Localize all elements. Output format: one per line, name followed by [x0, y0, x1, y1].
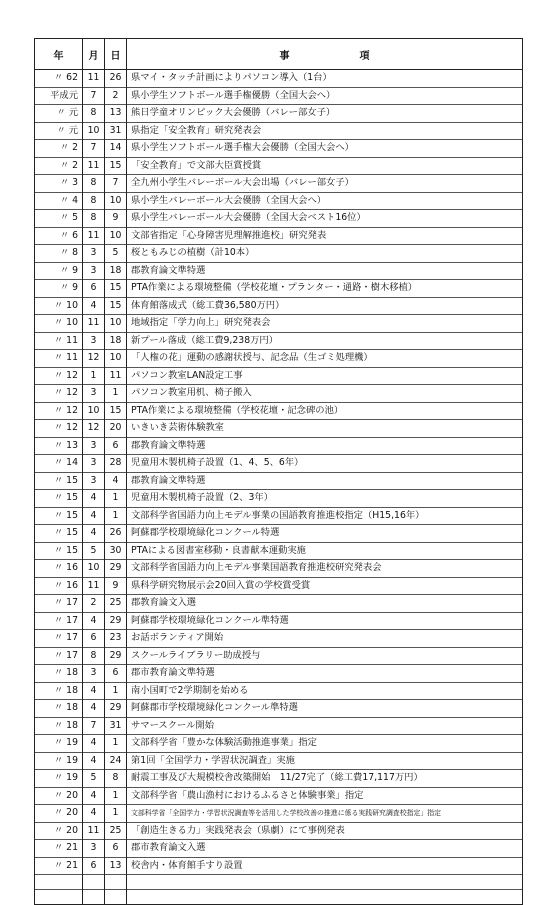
- table-row: [35, 315, 523, 333]
- month-cell: 11: [83, 315, 105, 333]
- year-cell: 〃 18: [35, 665, 83, 683]
- table-row: [35, 367, 523, 385]
- month-cell: 4: [83, 787, 105, 805]
- day-cell: 15: [105, 297, 127, 315]
- day-cell: 13: [105, 105, 127, 123]
- event-cell: 県小学生バレーボール大会優勝（全国大会へ）: [127, 192, 523, 210]
- history-table: [34, 38, 523, 905]
- event-cell: 第1回「全国学力・学習状況調査」実施: [127, 752, 523, 770]
- event-cell: PTAによる図書室移動・良書献本運動実施: [127, 542, 523, 560]
- year-cell: 〃 16: [35, 560, 83, 578]
- event-cell: 児童用木製机椅子設置（1、4、5、6年）: [127, 455, 523, 473]
- event-cell: 全九州小学生バレーボール大会出場（バレー部女子）: [127, 175, 523, 193]
- day-cell: 2: [105, 87, 127, 105]
- day-cell: 9: [105, 577, 127, 595]
- year-cell: 〃 2: [35, 157, 83, 175]
- day-cell: 13: [105, 857, 127, 875]
- day-cell: 18: [105, 262, 127, 280]
- year-cell: 〃 20: [35, 787, 83, 805]
- year-cell: 〃 5: [35, 210, 83, 228]
- day-cell: 15: [105, 280, 127, 298]
- year-cell: 〃 9: [35, 262, 83, 280]
- year-cell: 〃 15: [35, 490, 83, 508]
- month-cell: 3: [83, 455, 105, 473]
- month-cell: 3: [83, 472, 105, 490]
- month-cell: 4: [83, 525, 105, 543]
- day-cell: 29: [105, 560, 127, 578]
- table-row: [35, 717, 523, 735]
- year-cell: 〃 15: [35, 525, 83, 543]
- empty-cell: [35, 875, 83, 890]
- month-cell: 11: [83, 70, 105, 88]
- year-cell: 〃 10: [35, 297, 83, 315]
- table-row: [35, 122, 523, 140]
- event-cell: 郡教育論文準特選: [127, 437, 523, 455]
- table-row: [35, 787, 523, 805]
- day-cell: 14: [105, 140, 127, 158]
- table-row: [35, 525, 523, 543]
- month-cell: 3: [83, 665, 105, 683]
- event-cell: 県科学研究物展示会20回入賞の学校賞受賞: [127, 577, 523, 595]
- year-cell: 〃 10: [35, 315, 83, 333]
- year-cell: 〃 13: [35, 437, 83, 455]
- table-row: [35, 402, 523, 420]
- table-row: [35, 630, 523, 648]
- month-cell: 8: [83, 192, 105, 210]
- month-cell: 12: [83, 350, 105, 368]
- header-row: [35, 39, 523, 70]
- day-cell: 1: [105, 385, 127, 403]
- year-cell: 〃 62: [35, 70, 83, 88]
- table-row: [35, 280, 523, 298]
- history-sheet: [34, 38, 522, 905]
- event-cell: 文部科学省「豊かな体験活動推進事業」指定: [127, 735, 523, 753]
- event-cell: 阿蘇郡学校環境緑化コンクール準特選: [127, 612, 523, 630]
- year-cell: 〃 18: [35, 717, 83, 735]
- event-cell: 「創造生きる力」実践発表会（県劇）にて事例発表: [127, 822, 523, 840]
- event-cell: 文部科学省「農山漁村におけるふるさと体験事業」指定: [127, 787, 523, 805]
- day-cell: 11: [105, 367, 127, 385]
- event-cell: 郡市教育論文準特選: [127, 665, 523, 683]
- event-cell: サマースクール開始: [127, 717, 523, 735]
- day-cell: 1: [105, 490, 127, 508]
- month-cell: 11: [83, 577, 105, 595]
- month-cell: 4: [83, 805, 105, 823]
- month-cell: 4: [83, 735, 105, 753]
- table-row: [35, 140, 523, 158]
- day-cell: 15: [105, 402, 127, 420]
- year-cell: 〃 15: [35, 472, 83, 490]
- table-row: [35, 682, 523, 700]
- event-header: [127, 39, 523, 70]
- month-cell: 10: [83, 402, 105, 420]
- table-row: [35, 385, 523, 403]
- day-cell: 1: [105, 507, 127, 525]
- month-cell: 3: [83, 245, 105, 263]
- day-cell: 25: [105, 595, 127, 613]
- year-cell: 〃 14: [35, 455, 83, 473]
- table-row: [35, 350, 523, 368]
- event-cell: 新プール落成（総工費9,238万円）: [127, 332, 523, 350]
- table-row: [35, 665, 523, 683]
- day-cell: 9: [105, 210, 127, 228]
- year-cell: 〃 12: [35, 420, 83, 438]
- day-cell: 26: [105, 525, 127, 543]
- month-cell: 11: [83, 822, 105, 840]
- table-row: [35, 840, 523, 858]
- table-row: [35, 297, 523, 315]
- month-cell: 5: [83, 770, 105, 788]
- day-cell: 1: [105, 787, 127, 805]
- year-cell: 〃 元: [35, 105, 83, 123]
- year-cell: 〃 9: [35, 280, 83, 298]
- day-cell: 15: [105, 157, 127, 175]
- table-row: [35, 210, 523, 228]
- day-cell: 8: [105, 770, 127, 788]
- year-cell: 〃 18: [35, 700, 83, 718]
- month-cell: 7: [83, 717, 105, 735]
- year-cell: 〃 12: [35, 402, 83, 420]
- month-cell: 8: [83, 175, 105, 193]
- year-cell: 〃 12: [35, 367, 83, 385]
- month-cell: 3: [83, 840, 105, 858]
- table-row: [35, 87, 523, 105]
- month-header: 月: [83, 39, 105, 70]
- month-cell: 3: [83, 385, 105, 403]
- month-cell: 3: [83, 262, 105, 280]
- event-cell: スクールライブラリー助成授与: [127, 647, 523, 665]
- event-cell: 熊日学童オリンピック大会優勝（バレー部女子）: [127, 105, 523, 123]
- day-cell: 6: [105, 665, 127, 683]
- event-cell: 県小学生バレーボール大会優勝（全国大会ベスト16位）: [127, 210, 523, 228]
- table-row: [35, 595, 523, 613]
- year-cell: 〃 6: [35, 227, 83, 245]
- table-row: [35, 700, 523, 718]
- year-cell: 〃 2: [35, 140, 83, 158]
- day-cell: 10: [105, 227, 127, 245]
- event-cell: PTA作業による環境整備（学校花壇・記念碑の池）: [127, 402, 523, 420]
- day-cell: 31: [105, 717, 127, 735]
- empty-cell: [105, 875, 127, 890]
- event-cell: 郡教育論文準特選: [127, 472, 523, 490]
- table-row: [35, 612, 523, 630]
- month-cell: 7: [83, 87, 105, 105]
- table-row: [35, 735, 523, 753]
- year-cell: 〃 20: [35, 805, 83, 823]
- table-row: [35, 770, 523, 788]
- event-cell: 郡市教育論文入選: [127, 840, 523, 858]
- year-cell: 〃 17: [35, 630, 83, 648]
- empty-cell: [83, 890, 105, 905]
- day-cell: 10: [105, 192, 127, 210]
- event-cell: 郡教育論文準特選: [127, 262, 523, 280]
- day-cell: 23: [105, 630, 127, 648]
- event-cell: 文部科学省国語力向上モデル事業国語教育推進校研究発表会: [127, 560, 523, 578]
- empty-row: [35, 875, 523, 890]
- day-cell: 28: [105, 455, 127, 473]
- month-cell: 2: [83, 595, 105, 613]
- event-cell: パソコン教室用机、椅子搬入: [127, 385, 523, 403]
- day-cell: 4: [105, 472, 127, 490]
- month-cell: 6: [83, 630, 105, 648]
- event-header-char-1: 事: [279, 50, 290, 62]
- event-cell: 県マイ・タッチ計画によりパソコン導入（1台）: [127, 70, 523, 88]
- table-row: [35, 245, 523, 263]
- day-cell: 20: [105, 420, 127, 438]
- year-cell: 〃 19: [35, 735, 83, 753]
- event-cell: 南小国町で2学期制を始める: [127, 682, 523, 700]
- table-row: [35, 577, 523, 595]
- month-cell: 3: [83, 332, 105, 350]
- table-row: [35, 857, 523, 875]
- month-cell: 4: [83, 682, 105, 700]
- day-cell: 5: [105, 245, 127, 263]
- year-cell: 〃 16: [35, 577, 83, 595]
- year-cell: 〃 元: [35, 122, 83, 140]
- event-cell: 県指定「安全教育」研究発表会: [127, 122, 523, 140]
- event-cell: お話ボランティア開始: [127, 630, 523, 648]
- day-cell: 29: [105, 612, 127, 630]
- event-cell: いきいき芸術体験教室: [127, 420, 523, 438]
- month-cell: 4: [83, 297, 105, 315]
- event-cell: 児童用木製机椅子設置（2、3年）: [127, 490, 523, 508]
- table-row: [35, 805, 523, 823]
- year-header: 年: [35, 39, 83, 70]
- event-header-char-2: 項: [359, 50, 370, 62]
- month-cell: 11: [83, 227, 105, 245]
- year-cell: 〃 4: [35, 192, 83, 210]
- day-cell: 1: [105, 735, 127, 753]
- table-row: [35, 437, 523, 455]
- table-row: [35, 560, 523, 578]
- day-cell: 30: [105, 542, 127, 560]
- month-cell: 4: [83, 752, 105, 770]
- table-row: [35, 822, 523, 840]
- year-cell: 平成元: [35, 87, 83, 105]
- event-cell: 文部省指定「心身障害児理解推進校」研究発表: [127, 227, 523, 245]
- event-cell: 阿蘇郡学校環境緑化コンクール特選: [127, 525, 523, 543]
- year-cell: 〃 11: [35, 350, 83, 368]
- year-cell: 〃 3: [35, 175, 83, 193]
- year-cell: 〃 17: [35, 612, 83, 630]
- month-cell: 6: [83, 280, 105, 298]
- year-cell: 〃 21: [35, 840, 83, 858]
- table-body: [35, 70, 523, 905]
- year-cell: 〃 20: [35, 822, 83, 840]
- event-cell: 県小学生ソフトボール選手権優勝（全国大会へ）: [127, 87, 523, 105]
- year-cell: 〃 15: [35, 507, 83, 525]
- day-cell: 24: [105, 752, 127, 770]
- day-cell: 6: [105, 840, 127, 858]
- month-cell: 8: [83, 647, 105, 665]
- year-cell: 〃 19: [35, 770, 83, 788]
- day-cell: 29: [105, 700, 127, 718]
- event-cell: 文部科学省「全国学力・学習状況調査等を活用した学校改善の推進に係る実践研究調査校指定」指定: [127, 805, 523, 823]
- table-row: [35, 105, 523, 123]
- month-cell: 4: [83, 490, 105, 508]
- table-row: [35, 332, 523, 350]
- year-cell: 〃 17: [35, 595, 83, 613]
- day-cell: 7: [105, 175, 127, 193]
- year-cell: 〃 12: [35, 385, 83, 403]
- year-cell: 〃 18: [35, 682, 83, 700]
- year-cell: 〃 11: [35, 332, 83, 350]
- year-cell: 〃 21: [35, 857, 83, 875]
- empty-cell: [83, 875, 105, 890]
- event-cell: 地域指定「学力向上」研究発表会: [127, 315, 523, 333]
- table-row: [35, 472, 523, 490]
- event-cell: 校舎内・体育館手すり設置: [127, 857, 523, 875]
- month-cell: 4: [83, 700, 105, 718]
- month-cell: 8: [83, 210, 105, 228]
- table-row: [35, 752, 523, 770]
- table-row: [35, 507, 523, 525]
- day-cell: 31: [105, 122, 127, 140]
- table-row: [35, 175, 523, 193]
- month-cell: 8: [83, 105, 105, 123]
- day-cell: 26: [105, 70, 127, 88]
- event-cell: 郡教育論文入選: [127, 595, 523, 613]
- month-cell: 10: [83, 560, 105, 578]
- event-cell: 体育館落成式（総工費36,580万円）: [127, 297, 523, 315]
- empty-cell: [35, 890, 83, 905]
- table-row: [35, 647, 523, 665]
- table-row: [35, 70, 523, 88]
- empty-cell: [127, 890, 523, 905]
- year-cell: 〃 19: [35, 752, 83, 770]
- month-cell: 4: [83, 612, 105, 630]
- table-row: [35, 542, 523, 560]
- month-cell: 6: [83, 857, 105, 875]
- day-cell: 29: [105, 647, 127, 665]
- event-cell: 「人権の花」運動の感謝状授与、記念品（生ゴミ処理機）: [127, 350, 523, 368]
- event-cell: パソコン教室LAN設定工事: [127, 367, 523, 385]
- table-row: [35, 455, 523, 473]
- day-cell: 1: [105, 682, 127, 700]
- year-cell: 〃 15: [35, 542, 83, 560]
- table-row: [35, 192, 523, 210]
- month-cell: 1: [83, 367, 105, 385]
- month-cell: 7: [83, 140, 105, 158]
- month-cell: 10: [83, 122, 105, 140]
- event-cell: 阿蘇郡市学校環境緑化コンクール準特選: [127, 700, 523, 718]
- day-cell: 18: [105, 332, 127, 350]
- day-cell: 25: [105, 822, 127, 840]
- year-cell: 〃 17: [35, 647, 83, 665]
- table-row: [35, 262, 523, 280]
- day-cell: 10: [105, 315, 127, 333]
- table-row: [35, 420, 523, 438]
- day-cell: 10: [105, 350, 127, 368]
- day-cell: 1: [105, 805, 127, 823]
- table-row: [35, 227, 523, 245]
- day-header: 日: [105, 39, 127, 70]
- month-cell: 5: [83, 542, 105, 560]
- table-row: [35, 490, 523, 508]
- event-cell: PTA作業による環境整備（学校花壇・プランター・通路・樹木移植）: [127, 280, 523, 298]
- month-cell: 4: [83, 507, 105, 525]
- table-row: [35, 157, 523, 175]
- event-cell: 「安全教育」で文部大臣賞授賞: [127, 157, 523, 175]
- event-cell: 文部科学省国語力向上モデル事業の国語教育推進校指定（H15,16年）: [127, 507, 523, 525]
- event-cell: 県小学生ソフトボール選手権大会優勝（全国大会へ）: [127, 140, 523, 158]
- event-cell: 耐震工事及び大規模校舎改築開始 11/27完了（総工費17,117万円）: [127, 770, 523, 788]
- day-cell: 6: [105, 437, 127, 455]
- year-cell: 〃 8: [35, 245, 83, 263]
- event-cell: 桜ともみじの植樹（計10本）: [127, 245, 523, 263]
- month-cell: 12: [83, 420, 105, 438]
- month-cell: 3: [83, 437, 105, 455]
- empty-row: [35, 890, 523, 905]
- empty-cell: [105, 890, 127, 905]
- month-cell: 11: [83, 157, 105, 175]
- empty-cell: [127, 875, 523, 890]
